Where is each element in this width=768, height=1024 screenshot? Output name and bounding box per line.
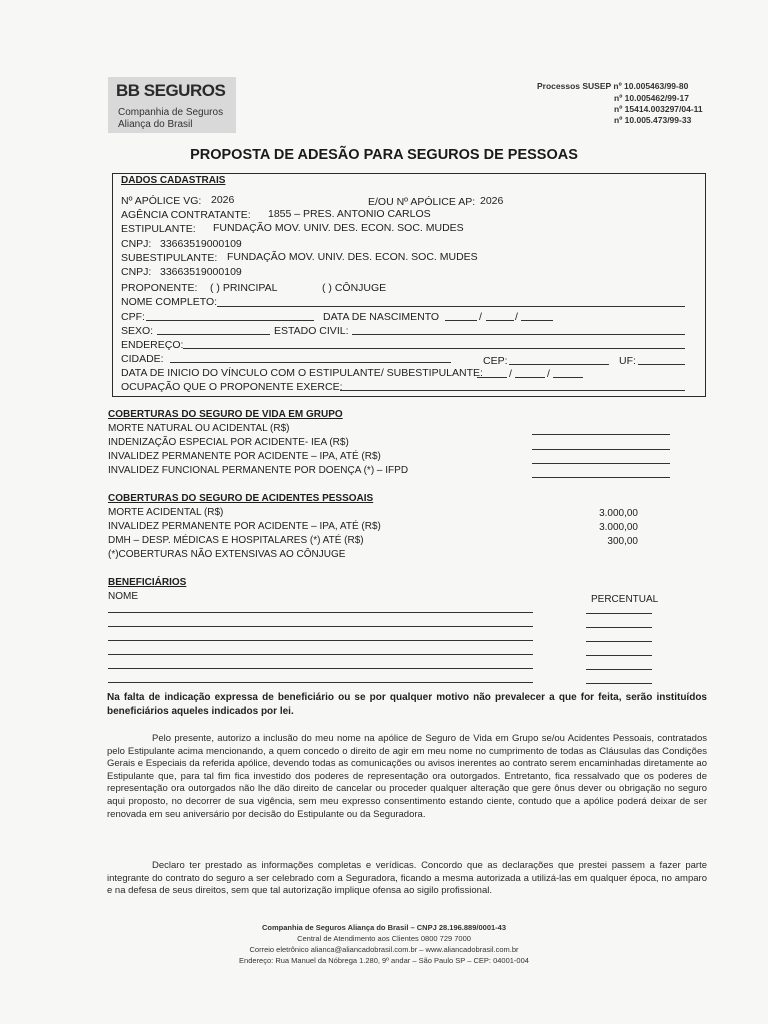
beneficiario-percentual-field[interactable] [586,627,652,628]
logo-subtitle-2: Aliança do Brasil [118,119,193,130]
apolice-ap-label: E/OU Nº APÓLICE AP: [368,196,476,208]
beneficiario-percentual-field[interactable] [586,641,652,642]
endereco-field[interactable] [183,348,685,349]
vida-value-field[interactable] [532,477,670,478]
document-title: PROPOSTA DE ADESÃO PARA SEGUROS DE PESSOAS [190,147,578,163]
susep-line-3: nº 15414.003297/04-11 [614,104,703,114]
nascimento-label: DATA DE NASCIMENTO [323,311,440,323]
beneficiarios-heading: BENEFICIÁRIOS [108,577,187,588]
cep-field[interactable] [509,364,609,365]
percentual-column-header: PERCENTUAL [591,594,659,605]
cnpj2-label: CNPJ: [121,266,152,278]
beneficiario-nome-field[interactable] [108,612,533,613]
acidentes-item-label: DMH – DESP. MÉDICAS E HOSPITALARES (*) ATÉ (R$) [108,535,364,546]
acidentes-heading: COBERTURAS DO SEGURO DE ACIDENTES PESSOAIS [108,493,374,504]
nome-column-header: NOME [108,591,138,602]
nome-label: NOME COMPLETO: [121,296,218,308]
vida-item: INVALIDEZ FUNCIONAL PERMANENTE POR DOENÇA (*) – IFPD [108,465,409,476]
acidentes-item-value: 3.000,00 [599,508,638,519]
apolice-vg-value: 2026 [211,194,235,206]
vinculo-label: DATA DE INICIO DO VÍNCULO COM O ESTIPULANTE/ SUBESTIPULANTE: [121,367,483,379]
nascimento-mes-field[interactable] [486,320,514,321]
document-page: BB SEGUROS Companhia de Seguros Aliança do Brasil Processos SUSEP nº 10.005463/99-80 nº 10.005462/99-17 nº 15414.003297/04-11 nº 10.005.473/99-33 PROPOSTA DE ADESÃO PARA SEGUROS DE PESSOAS DADOS CADASTRAIS Nº APÓLICE VG: 2026 E/OU Nº APÓLICE AP: 2026 AGÊNCIA CONTRATANTE: 1855 – PRES. ANTONIO CARLOS ESTIPULANTE: FUNDAÇÃO MOV. UNIV. DES. ECON. SOC. MUDES CNPJ: 33663519000109 SUBESTIPULANTE: FUNDAÇÃO MOV. UNIV. DES. ECON. SOC. MUDES CNPJ: 33663519000109 PROPONENTE: ( ) PRINCIPAL ( ) CÔNJUGE NOME COMPLETO: CPF: DATA DE NASCIMENTO / / SEXO: ESTADO CIVIL: ENDEREÇO: CIDADE: CEP: UF: DATA DE INICIO DO VÍNCULO COM O ESTIPULANTE/ SUBESTIPULANTE: / / OCUPAÇÃO QUE O PROPONENTE EXERCE: COBERTURAS DO SEGURO DE VIDA EM GRUPO MORTE NATURAL OU ACIDENTAL (R$) INDENIZAÇÃO ESPECIAL POR ACIDENTE- IEA (R$) INVALIDEZ PERMANENTE POR ACIDENTE – IPA, ATÉ (R$) INVALIDEZ FUNCIONAL PERMANENTE POR DOENÇA (*) – IFPD COBERTURAS DO SEGURO DE ACIDENTES PESSOAIS MORTE ACIDENTAL (R$) 3.000,00 INVALIDEZ PERMANENTE POR ACIDENTE – IPA, ATÉ (R$) 3.000,00 DMH – DESP. MÉDICAS E HOSPITALARES (*) ATÉ (R$) 300,00 (*)COBERTURAS NÃO EXTENSIVAS AO CÔNJUGE BENEFICIÁRIOS NOME PERCENTUAL Na falta de indicação expressa de beneficiário ou se por qualquer motivo não prevalecer a que for feita, serão instituídos beneficiários aqueles indicados por lei. Pelo presente, autorizo a inclusão do meu nome na apólice de Seguro de Vida em Grupo se/ou Acidentes Pessoais, contratados pelo Estipulante acima mencionando, a quem concedo o direito de agir em meu nome no cumprimento de todas as Cláusulas das Condições Gerais e Especiais da referida apólice, devendo todas as comunicações ou avisos inerentes ao contrato serem encaminhadas diretamente ao Estipulante que, para tal fim fica investido dos poderes de representação ora outorgados. Entretanto, fica ressalvado que os poderes de representação ora outorgados não lhe dão direito de cancelar ou proceder qualquer alteração que gere ônus dever ou obrigação no seguro aqui proposto, no decorrer de sua vigência, sem meu expresso consentimento estando ciente, contudo que a apólice poderá deixar de ser renovada em seu aniversário por decisão do Estipulante ou da Seguradora. Declaro ter prestado as informações completas e verídicas. Concordo que as declarações que prestei passem a fazer parte integrante do contrato do seguro a ser celebrado com a Seguradora, ficando a mesma autorizada a utilizá-las em qualquer época, no amparo e na defesa de seus direitos, sem que tal autorização implique ofensa ao sigilo profissional. Companhia de Seguros Aliança do Brasil – CNPJ 28.196.889/0001-43 Central de Atendimento aos Clientes 0800 729 7000 Correio eletrônico alianca@aliancadobrasil.com.br – www.aliancadobrasil.com.br Endereço: Rua Manuel da Nóbrega 1.280, 9º andar – São Paulo SP – CEP: 04001-004 [0,0,768,1024]
vida-item: INDENIZAÇÃO ESPECIAL POR ACIDENTE- IEA (R$) [108,437,349,448]
conjuge-checkbox[interactable]: ( ) CÔNJUGE [322,282,387,294]
beneficiario-nome-field[interactable] [108,640,533,641]
cidade-field[interactable] [170,362,451,363]
principal-checkbox[interactable]: ( ) PRINCIPAL [210,282,278,294]
nascimento-dia-field[interactable] [445,320,477,321]
nome-field[interactable] [217,306,685,307]
uf-field[interactable] [638,364,685,365]
acidentes-item-value: 3.000,00 [599,522,638,533]
susep-line-2: nº 10.005462/99-17 [614,93,689,103]
ocupacao-field[interactable] [340,390,685,391]
footer-email: Correio eletrônico alianca@aliancadobrasil.com.br – www.aliancadobrasil.com.br [249,945,519,954]
subestipulante-label: SUBESTIPULANTE: [121,252,218,264]
uf-label: UF: [619,355,636,367]
apolice-ap-value: 2026 [480,195,504,207]
ocupacao-label: OCUPAÇÃO QUE O PROPONENTE EXERCE: [121,381,343,393]
logo-title: BB SEGUROS [116,81,226,100]
beneficiario-percentual-field[interactable] [586,669,652,670]
beneficiario-nome-field[interactable] [108,654,533,655]
declaration-paragraph: Declaro ter prestado as informações completas e verídicas. Concordo que as declarações que prestei passem a fazer parte integrante do contrato do seguro a ser celebrado com a Seguradora, ficando a mesma autorizada a utilizá-las em qualquer época, no amparo e na defesa de seus direitos, sem que tal autorização implique ofensa ao sigilo profissional. [107,860,707,897]
vida-item: MORTE NATURAL OU ACIDENTAL (R$) [108,423,290,434]
cep-label: CEP: [483,355,508,367]
vinculo-ano-field[interactable] [553,377,583,378]
agencia-value: 1855 – PRES. ANTONIO CARLOS [268,208,431,220]
cpf-field[interactable] [146,320,314,321]
vida-item: INVALIDEZ PERMANENTE POR ACIDENTE – IPA, ATÉ (R$) [108,451,381,462]
acidentes-item-value: 300,00 [607,536,638,547]
footer-address: Endereço: Rua Manuel da Nóbrega 1.280, 9º andar – São Paulo SP – CEP: 04001-004 [239,956,529,965]
dados-heading: DADOS CADASTRAIS [121,175,226,186]
proponente-label: PROPONENTE: [121,282,198,294]
beneficiario-nome-field[interactable] [108,668,533,669]
estado-civil-field[interactable] [352,334,685,335]
estipulante-label: ESTIPULANTE: [121,223,196,235]
sexo-label: SEXO: [121,325,154,337]
cidade-label: CIDADE: [121,353,164,365]
vida-value-field[interactable] [532,434,670,435]
acidentes-note: (*)COBERTURAS NÃO EXTENSIVAS AO CÔNJUGE [108,549,346,560]
beneficiario-nome-field[interactable] [108,682,533,683]
beneficiario-percentual-field[interactable] [586,613,652,614]
vida-heading: COBERTURAS DO SEGURO DE VIDA EM GRUPO [108,409,343,420]
susep-line-1: Processos SUSEP nº 10.005463/99-80 [537,81,689,91]
apolice-vg-label: Nº APÓLICE VG: [121,195,202,207]
beneficiario-percentual-field[interactable] [586,683,652,684]
estado-civil-label: ESTADO CIVIL: [274,325,349,337]
vinculo-mes-field[interactable] [515,377,545,378]
vida-value-field[interactable] [532,449,670,450]
company-logo [108,77,236,133]
estipulante-value: FUNDAÇÃO MOV. UNIV. DES. ECON. SOC. MUDES [213,222,464,234]
footer-central: Central de Atendimento aos Clientes 0800 729 7000 [297,934,471,943]
footer-company: Companhia de Seguros Aliança do Brasil – CNPJ 28.196.889/0001-43 [262,923,506,932]
cnpj1-label: CNPJ: [121,238,152,250]
vida-value-field[interactable] [532,463,670,464]
beneficiario-percentual-field[interactable] [586,655,652,656]
beneficiario-note: Na falta de indicação expressa de beneficiário ou se por qualquer motivo não prevalecer a que for feita, serão instituídos beneficiários aqueles indicados por lei. [107,692,707,717]
beneficiario-nome-field[interactable] [108,626,533,627]
cnpj2-value: 33663519000109 [160,266,242,278]
susep-line-4: nº 10.005.473/99-33 [614,115,692,125]
vinculo-dia-field[interactable] [477,377,507,378]
acidentes-item-label: INVALIDEZ PERMANENTE POR ACIDENTE – IPA, ATÉ (R$) [108,521,381,532]
cnpj1-value: 33663519000109 [160,238,242,250]
authorization-paragraph: Pelo presente, autorizo a inclusão do meu nome na apólice de Seguro de Vida em Grupo se/ou Acidentes Pessoais, contratados pelo Estipulante acima mencionando, a quem concedo o direito de agir em meu nome no cumprimento de todas as Cláusulas das Condições Gerais e Especiais da referida apólice, devendo todas as comunicações ou avisos inerentes ao contrato serem encaminhadas diretamente ao Estipulante que, para tal fim fica investido dos poderes de representação ora outorgados. Entretanto, fica ressalvado que os poderes de representação ora outorgados não lhe dão direito de cancelar ou proceder qualquer alteração que gere ônus dever ou obrigação no seguro aqui proposto, no decorrer de sua vigência, sem meu expresso consentimento estando ciente, contudo que a apólice poderá deixar de ser renovada em seu aniversário por decisão do Estipulante ou da Seguradora. [107,733,707,820]
acidentes-item-label: MORTE ACIDENTAL (R$) [108,507,224,518]
sexo-field[interactable] [157,334,270,335]
agencia-label: AGÊNCIA CONTRATANTE: [121,209,251,221]
logo-subtitle-1: Companhia de Seguros [118,107,224,118]
nascimento-ano-field[interactable] [521,320,553,321]
endereco-label: ENDEREÇO: [121,339,184,351]
subestipulante-value: FUNDAÇÃO MOV. UNIV. DES. ECON. SOC. MUDES [227,251,478,263]
cpf-label: CPF: [121,311,145,323]
